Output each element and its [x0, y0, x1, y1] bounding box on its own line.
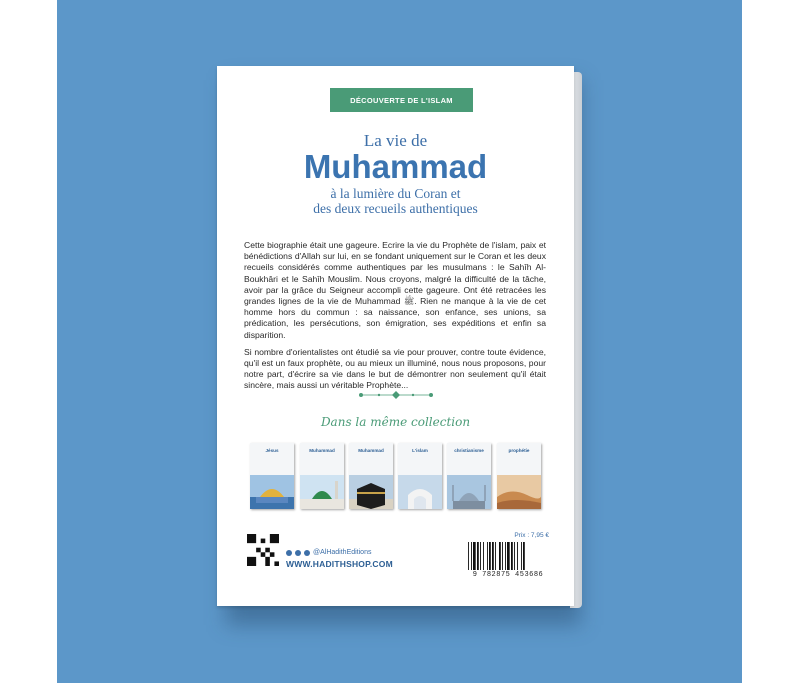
qr-code-icon	[247, 534, 279, 566]
kaaba-image	[349, 475, 393, 509]
isbn-number: 9 782875 453686	[472, 571, 544, 579]
white-mosque-image	[398, 475, 442, 509]
book-back-cover	[217, 66, 574, 606]
title-pre: La vie de	[363, 131, 428, 150]
collection-book-title: prophétie	[508, 448, 530, 453]
blurb-paragraph-2: Si nombre d'orientalistes ont étudié sa vie pour prouver, contre toute évidence, qu'il est un faux prophète, ou au mieux un illuminé, nous nous proposons, pour notre part, d'écrire sa vie dans le but de démontrer non seulement qu'il était sincère, mais aussi un véritable Prophète...	[244, 346, 546, 391]
collection-book-2	[300, 443, 344, 509]
blurb	[244, 240, 546, 398]
collection-book-3	[349, 443, 393, 509]
blurb-paragraph-1: Cette biographie était une gageure. Ecrire la vie du Prophète de l'islam, paix et bénédictions d'Allah sur lui, en se fondant uniquement sur le Coran et les deux recueils considérés comme authentiques par les musulmans : le Sahîh Al-Boukhâri et le Sahîh Mouslim. Nous croyons, malgré la difficulté de la tâche, avoir par la grâce du Seigneur accompli cette gageure. Ont été retracées les grandes lignes de la vie de Muhammad ﷺ. Rien ne manque à la vie de cet homme hors du commun : sa naissance, son enfance, ses unions, sa prédication, les persécutions, son émigration, ses expéditions et enfin sa disparition.	[244, 240, 546, 340]
collection-heading: Dans la même collection	[320, 415, 471, 429]
collection-book-6	[497, 443, 541, 509]
collection-book-1	[250, 443, 294, 509]
collection-book-title: Muhammad	[358, 448, 384, 453]
collection-book-title: Muhammad	[309, 448, 335, 453]
ornament-divider	[357, 390, 435, 400]
social-handle: @AlHadithEditions	[313, 549, 372, 556]
youtube-icon	[295, 550, 301, 556]
collection-book-5	[447, 443, 491, 509]
facebook-icon	[286, 550, 292, 556]
mosque-image	[447, 475, 491, 509]
title-main: Muhammad	[303, 148, 488, 185]
green-dome-image	[300, 475, 344, 509]
collection-book-title: christianisme	[454, 448, 484, 453]
website-link: WWW.HADITHSHOP.COM	[286, 559, 393, 569]
collection-book-title: Jésus	[265, 448, 279, 453]
desert-image	[497, 475, 541, 509]
book-title	[217, 132, 574, 216]
back-cover-footer	[244, 532, 549, 582]
collection-book-title: L'islam	[412, 448, 428, 453]
social-links	[286, 549, 371, 556]
collection-book-4	[398, 443, 442, 509]
dome-of-rock-image	[250, 475, 294, 509]
instagram-icon	[304, 550, 310, 556]
collection-ribbon: DÉCOUVERTE DE L'ISLAM	[330, 88, 473, 112]
price-label: Prix : 7,95 €	[514, 532, 549, 539]
title-sub-line2: des deux recueils authentiques	[313, 201, 478, 216]
title-sub-line1: à la lumière du Coran et	[330, 186, 461, 201]
barcode	[467, 542, 549, 570]
